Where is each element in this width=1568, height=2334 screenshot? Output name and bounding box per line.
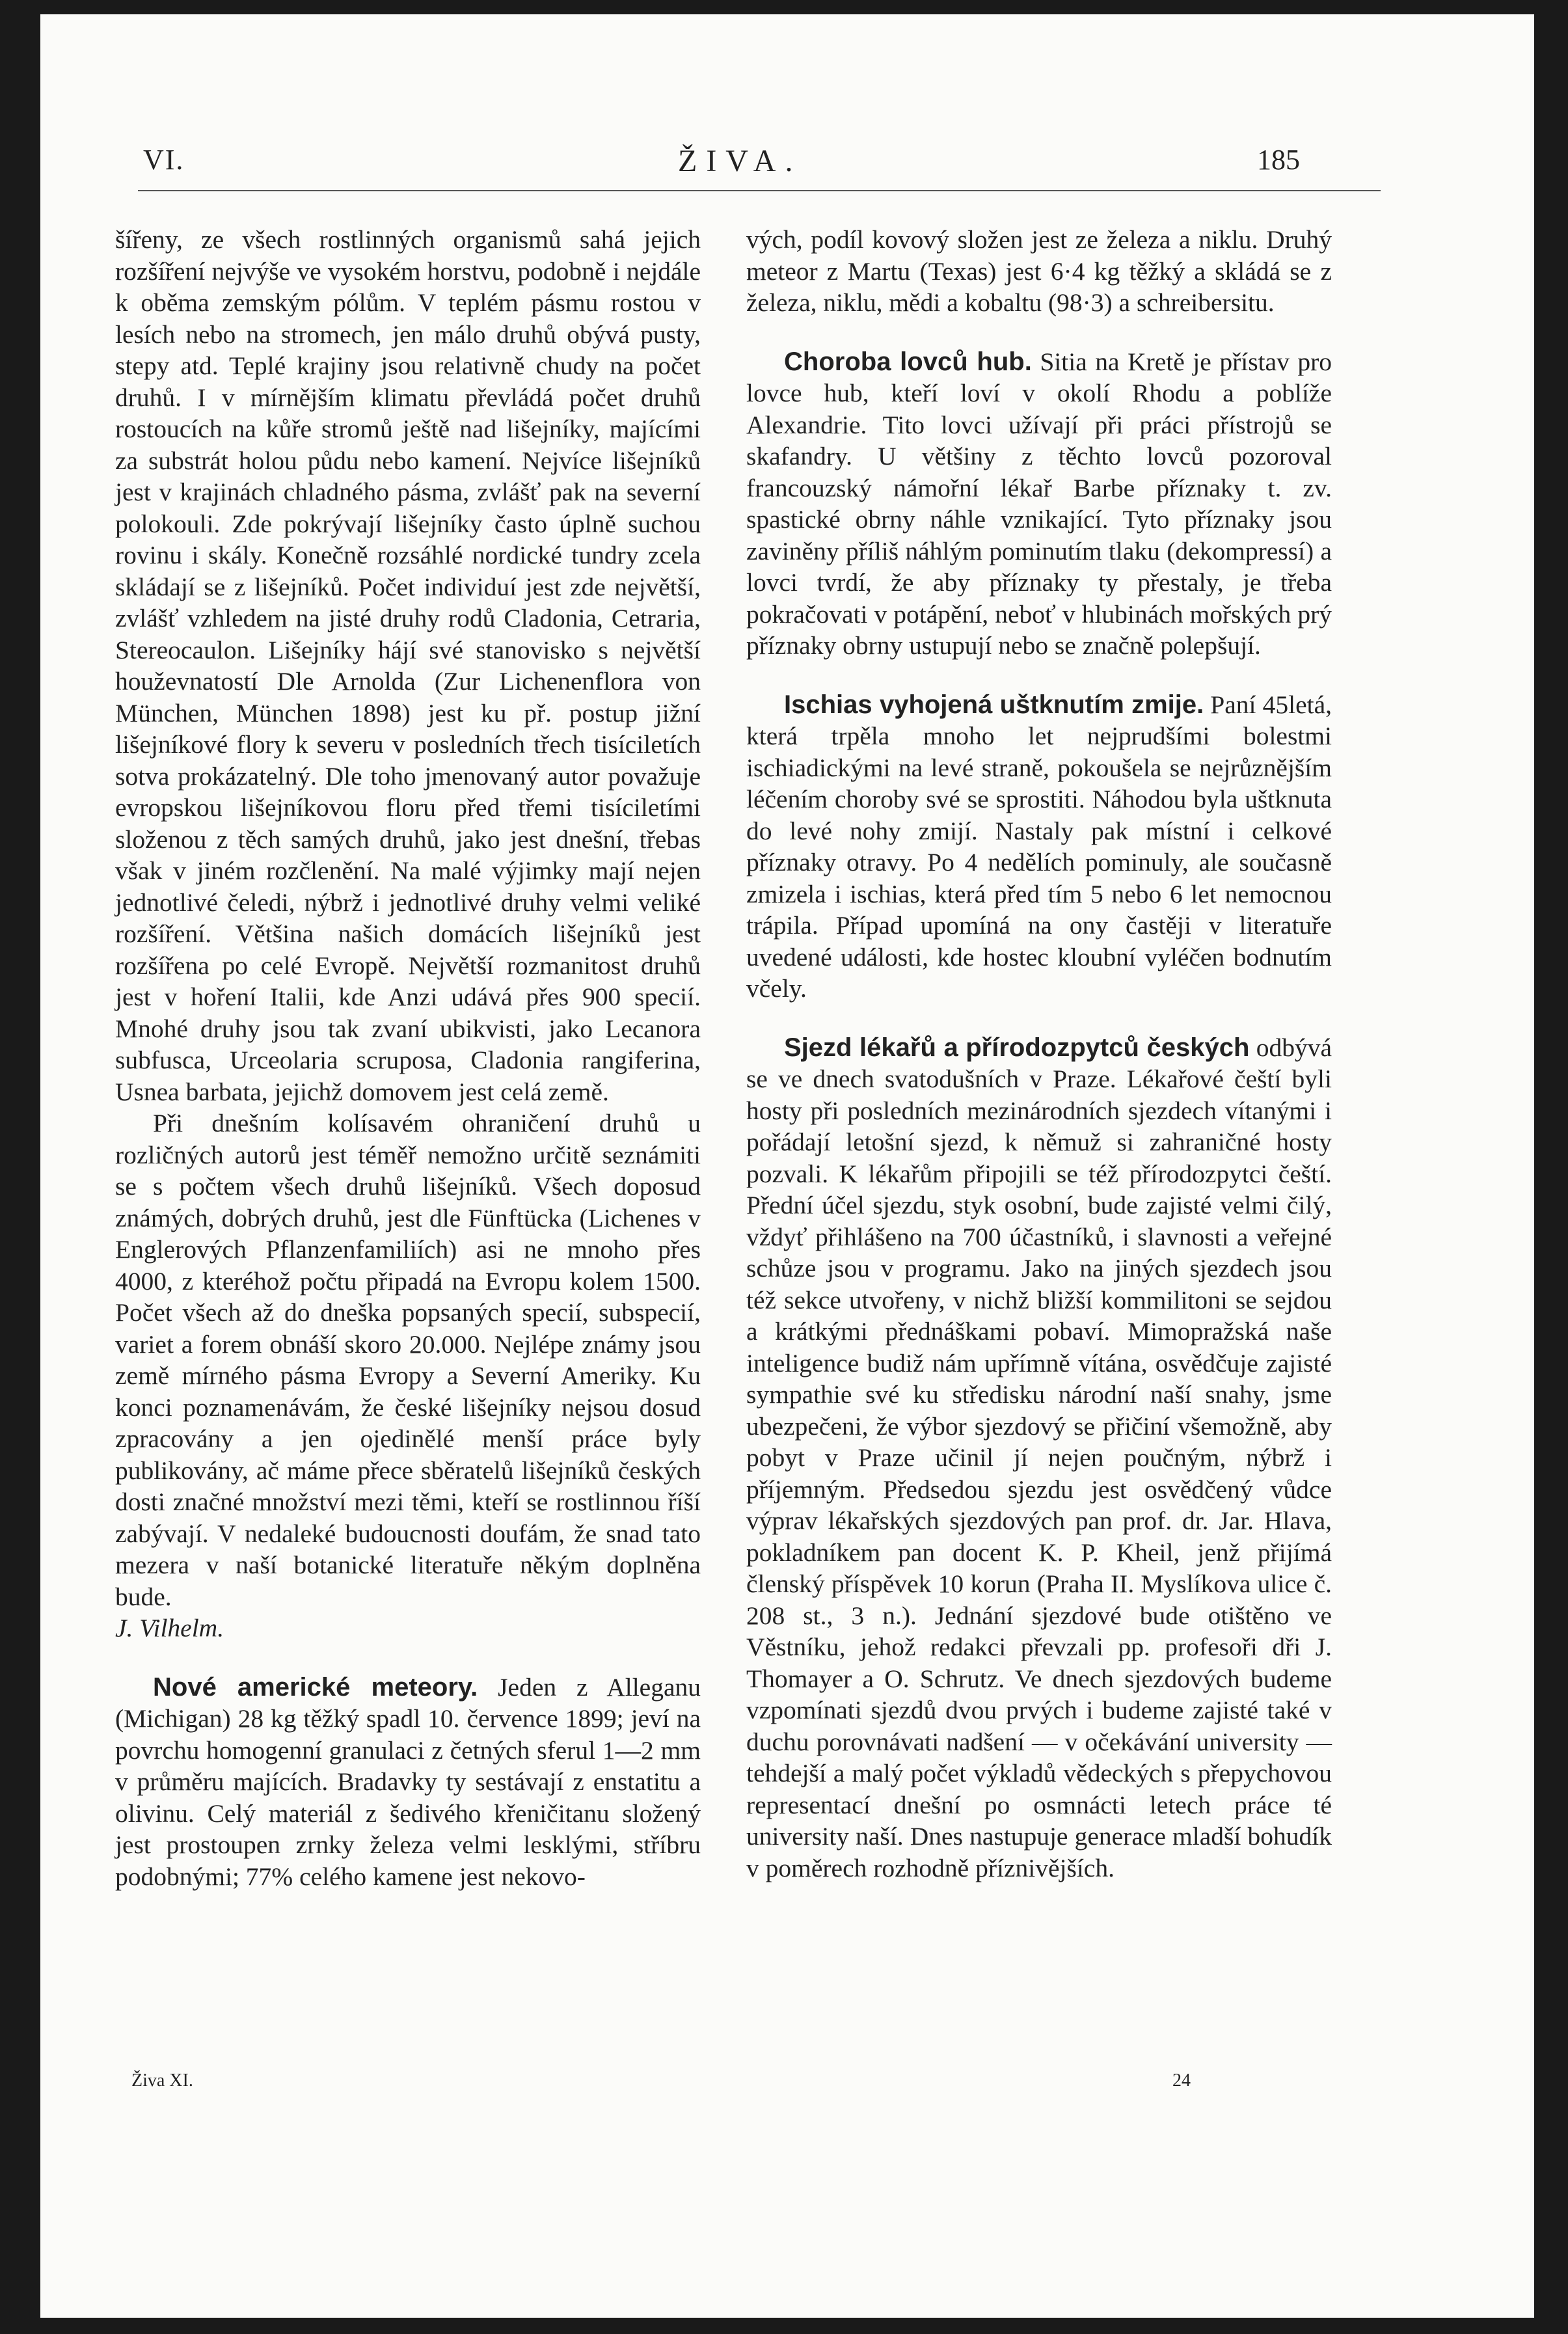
choroba-heading: Choroba lovců hub. [784, 347, 1032, 376]
author-signature: J. Vilhelm. [115, 1614, 224, 1642]
ischias-article [746, 689, 1332, 1005]
choroba-text: Sitia na Kretě je přístav pro lovce hub, kteří loví v okolí Rhodu a poblíže Alexandrie. Tito lovci užívají při práci přístrojů se skafandry. U většiny z těchto lovců pozoroval francouzský námořní lékař Barbe příznaky t. zv. spastické obrny náhle vznikající. Tyto příznaky jsou zaviněny příliš náhlým pominutím tlaku (dekompressí) a lovci tvrdí, že aby příznaky ty přestaly, je třeba pokračovati v potápění, neboť v hlubinách mořských prý příznaky obrny ustupují nebo se značně polepšují. [746, 347, 1332, 660]
right-column [746, 224, 1332, 1884]
meteor-heading: Nové americké meteory. [153, 1672, 478, 1702]
sheet-number: 24 [1172, 2070, 1191, 2091]
page-header [40, 14, 1534, 210]
sjezd-text: odbývá se ve dnech svatodušních v Praze. Lékařové čeští byli hosty při posledních mezinárodních sjezdech vítanými i pořádají letošní sjezd, k němuž si zahraničné hosty pozvali. K lékařům připojili se též přírodozpytci čeští. Přední účel sjezdu, styk osobní, bude zajisté velmi čilý, vždyť přihlášeno na 700 účastníků, i slavnosti a veřejné schůze jsou v programu. Jako na jiných sjezdech jsou též sekce utvořeny, v nichž bližší kommilitoni se sejdou a krátkými přednáškami pobaví. Mimopražská naše inteligence budiž nám upřímně vítána, osvědčuje zajisté sympathie své ku středisku národní naší snahy, jsme ubezpečeni, že výbor sjezdový se přičiní všemožně, aby pobyt v Praze učinil jí nejen poučným, nýbrž i příjemným. Předsedou sjezdu jest osvědčený vůdce výprav lékařských sjezdových pan prof. dr. Jar. Hlava, pokladníkem pan docent K. P. Kheil, jenž přijímá členský příspěvek 10 korun (Praha II. Myslíkova ulice č. 208 st., 3 n.). Jednání sjezdové bude otištěno ve Věstníku, jehož redakci převzali pp. profesoři dři J. Thomayer a O. Schrutz. Ve dnech sjezdových budeme vzpomínati sjezdů dvou prvých i budeme zajisté také v duchu porovnávati nadšení — v očekávání university — tehdejší a malý počet výkladů vědeckých s přepychovou representací dnešní po osmnácti letech práce té university naší. Dnes nastupuje generace mladší bohudík v poměrech rozhodně příznivějších. [746, 1033, 1332, 1882]
footer-signature: Živa XI. [131, 2070, 193, 2091]
journal-title: ŽIVA. [678, 144, 802, 178]
meteor-article [115, 1672, 701, 1893]
page-footer [40, 2070, 1534, 2110]
sjezd-article [746, 1032, 1332, 1884]
page-number: 185 [1257, 144, 1300, 176]
header-rule [138, 190, 1381, 191]
lichen-paragraph-1: šířeny, ze všech rostlinných organismů sahá jejich rozšíření nejvýše ve vysokém horstvu, podobně i nejdále k oběma zemským pólům. V teplém pásmu rostou v lesích nebo na stromech, jen málo druhů obývá pusty, stepy atd. Teplé krajiny jsou relativně chudy na počet druhů. I v mírnějším klimatu převládá počet druhů rostoucích na kůře stromů ještě nad lišejníky, majícími za substrát holou půdu nebo kamení. Nejvíce lišejníků jest v krajinách chladného pásma, zvlášť pak na severní polokouli. Zde pokrývají lišejníky často úplně suchou rovinu i skály. Konečně rozsáhlé nordické tundry zcela skládají se z lišejníků. Počet individuí jest zde největší, zvlášť vzhledem na jisté druhy rodů Cladonia, Cetraria, Stereocaulon. Lišejníky hájí své stanovisko s největší houževnatostí Dle Arnolda (Zur Lichenenflora von München, München 1898) jest ku př. postup jižní lišejníkové flory k severu v posledních třech tisíciletích sotva prokázatelný. Dle toho jmenovaný autor považuje evropskou lišejníkovou floru před třemi tisíciletími složenou z těch samých druhů, jako jest dnešní, třebas však v jiném rozčlenění. Na malé výjimky mají nejen jednotlivé čeledi, nýbrž i jednotlivé druhy velmi veliké rozšíření. Většina našich domácích lišejníků jest rozšířena po celé Evropě. Největší rozmanitost druhů jest v hoření Italii, kde Anzi udává přes 900 specií. Mnohé druhy jsou tak zvaní ubikvisti, jako Lecanora subfusca, Urceolaria scruposa, Cladonia rangiferina, Usnea barbata, jejichž domovem jest celá země. [115, 225, 701, 1106]
volume-number: VI. [143, 144, 185, 176]
ischias-heading: Ischias vyhojená uštknutím zmije. [784, 690, 1204, 719]
meteor-continuation: vých, podíl kovový složen jest ze železa a niklu. Druhý meteor z Martu (Texas) jest 6·4 kg těžký a skládá se z železa, niklu, mědi a kobaltu (98·3) a schreibersitu. [746, 225, 1332, 317]
journal-page [40, 14, 1534, 2318]
sjezd-heading: Sjezd lékařů a přírodozpytců českých [784, 1033, 1250, 1062]
meteor-text: Jeden z Alleganu (Michigan) 28 kg těžký spadl 10. července 1899; jeví na povrchu homogenní granulaci z četných sferul 1—2 mm v průměru majících. Bradavky ty sestávají z enstatitu a olivinu. Celý materiál z šedivého křeničitanu složený jest prostoupen zrnky železa velmi lesklými, stříbru podobnými; 77% celého kamene jest nekovo- [115, 1672, 701, 1891]
left-column [115, 224, 701, 1892]
lichen-paragraph-2: Při dnešním kolísavém ohraničení druhů u rozličných autorů jest téměř nemožno určitě seznámiti se s počtem všech druhů lišejníků. Všech doposud známých, dobrých druhů, jest dle Fünftücka (Lichenes v Englerových Pflanzenfamiliích) asi ne mnoho přes 4000, z kteréhož počtu připadá na Evropu kolem 1500. Počet všech až do dneška popsaných specií, subspecií, variet a forem obnáší skoro 20.000. Nejlépe známy jsou země mírného pásma Evropy a Severní Ameriky. Ku konci poznamenávám, že české lišejníky nejsou dosud zpracovány a jen ojedinělé menší práce byly publikovány, ač máme přece sběratelů lišejníků českých dosti značné množství mezi těmi, kteří se rostlinnou říší zabývají. V nedaleké budoucnosti doufám, že snad tato mezera v naší botanické literatuře někým doplněna bude. [115, 1109, 701, 1611]
ischias-text: Paní 45letá, která trpěla mnoho let nejprudšími bolestmi ischiadickými na levé straně, pokoušela se nejrůznějším léčením choroby své se sprostiti. Náhodou byla uštknuta do levé nohy zmijí. Nastaly pak místní i celkové příznaky otravy. Po 4 nedělích pominuly, ale současně zmizela i ischias, která před tím 5 nebo 6 let nemocnou trápila. Případ upomíná na ony častěji v literatuře uvedené události, kde hostec kloubní vyléčen bodnutím včely. [746, 690, 1332, 1003]
choroba-article [746, 346, 1332, 662]
